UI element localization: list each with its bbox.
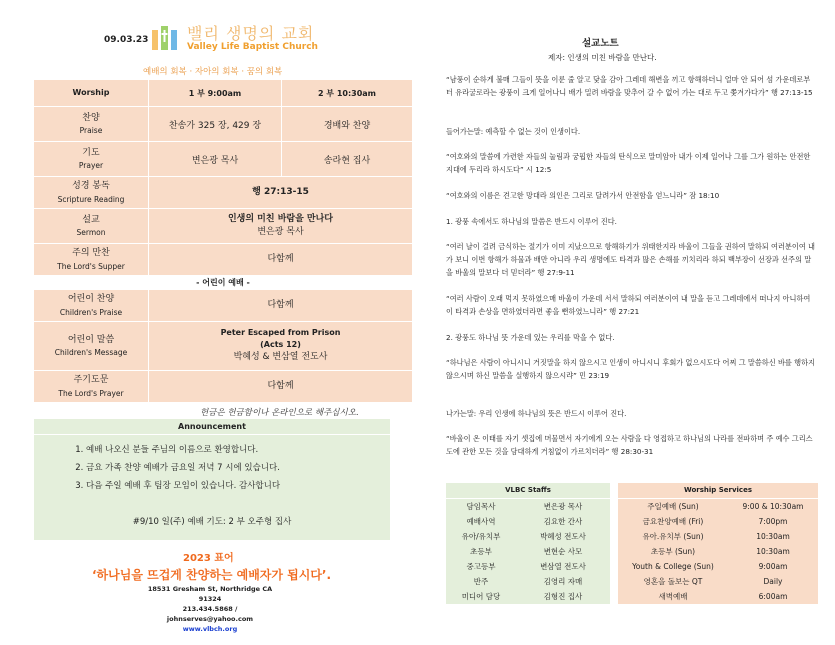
item-korean: 어린이 말씀: [67, 334, 115, 345]
services-title: Worship Services: [618, 483, 818, 499]
second-service-value: 송라현 집사: [323, 155, 371, 166]
sermon-paragraph: “하나님은 사람이 아니시니 거짓말을 하지 않으시고 인생이 아니시니 후회가 없으시도다 어찌 그 말씀하신 바를 행하지 않으시며 하신 말씀을 실행하지 않으시랴” 민 23:19: [446, 358, 815, 380]
header-worship: Worship: [34, 80, 149, 106]
sermon-notes-title: 설교노트: [582, 38, 619, 49]
staff-role: 담임목사: [466, 502, 496, 511]
sermon-paragraph: “여러 날이 걸려 금식하는 절기가 이미 지났으므로 항해하기가 위태한지라 바울이 그들을 권하여 말하되 여러분이여 내가 보니 이번 항해가 하물과 배만 아니라 우리 생명에도 타격과 많은 손해를 끼치리라 하되 백부장이 선장과 선주의 말을 바울의 말보다 더 믿더라” 행 27:9-11: [446, 242, 815, 277]
item-english: The Lord's Supper: [57, 261, 125, 271]
row-value: 다함께: [267, 380, 294, 391]
header-first-service: 1 부 9:00am: [149, 80, 282, 106]
church-name-korean: 밸리 생명의 교회: [187, 24, 315, 43]
item-korean: 어린이 찬양: [67, 294, 115, 305]
sermon-notes-subtitle: 제자: 인생의 미친 바람을 만난다.: [548, 53, 657, 62]
staff-box: [446, 483, 610, 604]
service-time: 10:30am: [756, 532, 790, 541]
service-row: [618, 514, 818, 529]
staff-name: 변삼열 전도사: [540, 562, 586, 571]
sermon-paragraph: “여호와의 이름은 견고한 망대라 의인은 그리로 달려가서 안전함을 얻느니라” 잠 18:10: [446, 191, 720, 200]
item-english: Children's Praise: [59, 307, 123, 317]
sermon-paragraph: “여호와의 말씀에 가련한 자들의 눌림과 궁핍한 자들의 탄식으로 말미암아 내가 이제 일어나 그를 그가 원하는 안전한 지대에 두리라 하시도다” 시 12:5: [446, 152, 811, 174]
staff-role: 예배사역: [466, 517, 496, 526]
sermon-title: 인생의 미친 바람을 만나다: [227, 213, 334, 224]
service-name: 영혼을 돌보는 QT: [643, 577, 703, 586]
staff-row: [446, 574, 610, 589]
list-item: 2. 금요 가족 찬양 예배가 금요일 저녁 7 시에 있습니다.: [86, 459, 390, 477]
table-row: [34, 209, 412, 244]
preacher: 변은광 목사: [257, 227, 304, 237]
staff-name: 변현순 사모: [543, 547, 583, 556]
staff-row: [446, 589, 610, 604]
service-name: 금요찬양예배 (Fri): [642, 517, 704, 526]
service-time: 6:00am: [758, 592, 788, 601]
staff-row: [446, 499, 610, 514]
children-message-title: Peter Escaped from Prison: [220, 328, 341, 338]
motto-year: 2023 표어: [183, 553, 234, 564]
item-korean: 성경 봉독: [72, 181, 110, 192]
sermon-paragraph: 2. 광풍도 하나님 뜻 가운데 있는 우리를 막을 수 없다.: [446, 333, 615, 342]
row-value: 다함께: [267, 253, 294, 264]
service-row: [618, 529, 818, 544]
item-english: Scripture Reading: [57, 194, 125, 204]
slogan: 예배의 회복 · 자아의 회복 · 꿈의 회복: [143, 67, 283, 77]
staff-role: 초등부: [470, 547, 492, 556]
header-second-service: 2 부 10:30am: [317, 88, 377, 98]
staff-row: [446, 514, 610, 529]
sermon-paragraph: “여러 사람이 오래 먹지 못하였으매 바울이 가운데 서서 말하되 여러분이여 내 말을 듣고 그레데에서 떠나지 아니하여 이 타격과 손상을 면하였더라면 좋을 뻔하였느니라” 행 27:21: [446, 294, 811, 316]
children-message-reference: (Acts 12): [260, 340, 301, 350]
motto-text: ‘하나님을 뜨겁게 찬양하는 예배자가 됩시다’.: [92, 568, 332, 582]
item-korean: 주기도문: [73, 375, 109, 386]
children-message-speaker: 박혜성 & 변삼열 전도사: [233, 352, 328, 363]
staff-row: [446, 544, 610, 559]
staff-role: 반주: [473, 577, 489, 586]
service-time: Daily: [763, 577, 783, 586]
staff-row: [446, 559, 610, 574]
church-name-english: Valley Life Baptist Church: [187, 42, 318, 52]
children-worship-title: - 어린이 예배 -: [34, 276, 412, 290]
item-korean: 찬양: [82, 112, 100, 123]
staff-name: 김영리 자매: [543, 577, 583, 586]
list-item: 3. 다음 주일 예배 후 팀장 모임이 있습니다. 감사합니다: [86, 477, 390, 495]
table-row: [34, 177, 412, 209]
table-row: [34, 244, 412, 276]
announcement-list: [34, 441, 390, 495]
service-row: [618, 559, 818, 574]
service-row: [618, 544, 818, 559]
item-korean: 주의 만찬: [72, 248, 110, 259]
sermon-paragraph: “남풍이 순하게 불매 그들이 뜻을 이룬 줄 알고 닻을 감아 그레데 해변을 끼고 항해하더니 얼마 안 되어 섬 가운데로부터 유라굴로라는 광풍이 크게 일어나니 배가 밀려 바람을 맞추어 갈 수 없어 가는 대로 두고 쫓겨가다가” 행 27:13-15: [446, 75, 813, 97]
contact-info: 213.434.5868 / johnserves@yahoo.com: [166, 605, 254, 623]
item-english: Children's Message: [54, 348, 128, 358]
service-time: 10:30am: [756, 547, 790, 556]
service-name: 새벽예배: [658, 592, 688, 601]
service-row: [618, 574, 818, 589]
service-time: 9:00am: [758, 562, 788, 571]
offering-note: 헌금은 헌금함이나 온라인으로 해주십시오.: [200, 408, 359, 418]
item-korean: 기도: [82, 147, 100, 158]
service-name: 유아.유치부 (Sun): [642, 532, 704, 541]
item-korean: 설교: [82, 214, 100, 225]
website-link[interactable]: www.vlbch.org: [182, 625, 238, 633]
staff-title: VLBC Staffs: [446, 483, 610, 499]
list-item: 1. 예배 나오신 분들 주님의 이름으로 환영합니다.: [86, 441, 390, 459]
sermon-paragraph: 나가는말: 우리 인생에 하나님의 뜻은 반드시 이루어 진다.: [446, 409, 627, 418]
service-name: Youth & College (Sun): [632, 562, 714, 571]
services-box: [618, 483, 818, 604]
announcement-title: Announcement: [34, 419, 390, 435]
staff-name: 김요한 간사: [543, 517, 583, 526]
item-english: Prayer: [78, 161, 104, 171]
staff-role: 미디어 담당: [461, 592, 501, 601]
item-english: Praise: [79, 126, 103, 136]
announcement-box: [34, 419, 390, 540]
service-name: 초등부 (Sun): [650, 547, 696, 556]
staff-name: 김형진 집사: [543, 592, 583, 601]
staff-name: 박혜성 전도사: [540, 532, 586, 541]
scripture-reference: 행 27:13-15: [252, 186, 309, 197]
street-address: 18531 Gresham St, Northridge CA 91324: [147, 585, 273, 603]
service-name: 주일예배 (Sun): [647, 502, 699, 511]
sermon-paragraph: “바울이 온 이태를 자기 셋집에 머물면서 자기에게 오는 사람을 다 영접하고 하나님의 나라를 전파하며 주 예수 그리스도에 관한 모든 것을 담대하게 거침없이 가르치더라” 행 28:30-31: [446, 434, 813, 456]
sermon-paragraph: 들어가는말: 예측할 수 없는 것이 인생이다.: [446, 127, 581, 136]
table-row: [34, 322, 412, 371]
row-value: 다함께: [267, 299, 294, 310]
staff-row: [446, 529, 610, 544]
church-address: [140, 584, 280, 634]
service-time: 7:00pm: [758, 517, 788, 526]
table-row: [34, 290, 412, 322]
order-of-worship-table: [34, 80, 412, 403]
service-time: 9:00 & 10:30am: [742, 502, 804, 511]
second-service-value: 경배와 찬양: [323, 120, 371, 131]
table-header-row: [34, 80, 412, 107]
table-row: [34, 142, 412, 177]
table-row: [34, 371, 412, 403]
sermon-paragraph: 1. 광풍 속에서도 하나님의 말씀은 반드시 이루어 진다.: [446, 217, 617, 226]
bulletin-date: 09.03.23: [104, 35, 149, 45]
service-row: [618, 499, 818, 514]
prayer-assignment: #9/10 일(주) 예배 기도: 2 부 오주형 집사: [132, 517, 292, 527]
service-row: [618, 589, 818, 604]
first-service-value: 변은광 목사: [149, 142, 282, 176]
first-service-value: 찬송가 325 장, 429 장: [149, 107, 282, 141]
item-english: Sermon: [76, 228, 106, 238]
table-row: [34, 107, 412, 142]
staff-name: 변은광 목사: [543, 502, 583, 511]
staff-role: 유아/유치부: [461, 532, 501, 541]
staff-role: 중고등부: [466, 562, 496, 571]
church-logo-icon: [150, 24, 180, 52]
item-english: The Lord's Prayer: [58, 388, 124, 398]
